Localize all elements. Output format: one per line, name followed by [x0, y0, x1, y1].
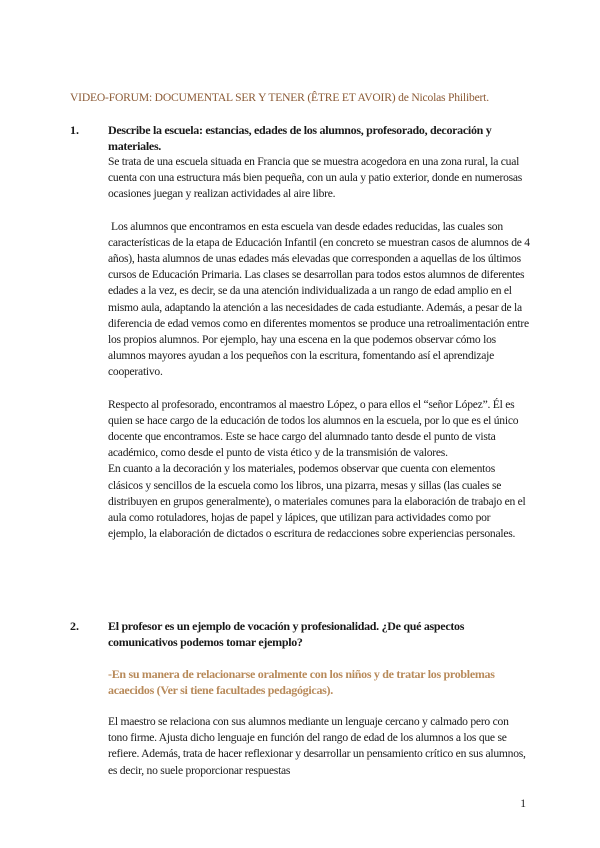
- section-1-number: 1.: [70, 123, 79, 137]
- paragraph-gap: [90, 698, 530, 714]
- section-2: [70, 618, 530, 779]
- section-1: [70, 122, 530, 542]
- document-title: VIDEO-FORUM: DOCUMENTAL SER Y TENER (ÊTRE ET AVOIR) de Nicolas Philibert.: [70, 91, 489, 104]
- section-1-paragraph-4: En cuanto a la decoración y los materiales, podemos observar que cuenta con elementos clásicos y sencillos de la escuela como los libros, una pizarra, mesas y sillas (las cuales se distribuyen en grupos generalmente), o materiales comunes para la elaboración de trabajo en el aula como rotuladores, hojas de papel y lápices, que utilizan para actividades como por ejemplo, la elaboración de dictados o escritura de redacciones sobre experiencias personales.: [108, 462, 526, 541]
- section-2-subheading: -En su manera de relacionarse oralmente con los niños y de tratar los problemas acaecidos (Ver si tiene facultades pedagógicas).: [108, 667, 495, 697]
- paragraph-gap: [90, 381, 530, 397]
- section-1-heading: Describe la escuela: estancias, edades de los alumnos, profesorado, decoración y materiales.: [108, 123, 492, 153]
- paragraph-gap: [90, 650, 530, 666]
- section-2-number: 2.: [70, 619, 79, 633]
- section-1-paragraph-3: Respecto al profesorado, encontramos al maestro López, o para ellos el “señor López”. Él es quien se hace cargo de la educación de todos los alumnos en la escuela, por lo que es el único docente que encontramos. Este se hace cargo del alumnado tanto desde el punto de vista académico, como desde el punto de vista ético y de la transmisión de valores.: [108, 397, 519, 460]
- section-1-paragraph-1: Se trata de una escuela situada en Francia que se muestra acogedora en una zona rural, la cual cuenta con una estructura más bien pequeña, con un aula y patio exterior, donde en numerosas ocasiones juegan y realizan actividades al aire libre.: [108, 155, 523, 201]
- section-2-paragraph-1: El maestro se relaciona con sus alumnos mediante un lenguaje cercano y calmado pero con tono firme. Ajusta dicho lenguaje en función del rango de edad de los alumnos a los que se refiere. Además, trata de hacer reflexionar y desarrollar un pensamiento crítico en sus alumnos, es decir, no suele proporcionar respuestas: [108, 715, 526, 777]
- section-1-paragraph-2: Los alumnos que encontramos en esta escuela van desde edades reducidas, las cuales son características de la etapa de Educación Infantil (en concreto se muestran casos de alumnos de 4 años), hasta alumnos de unas edades más elevadas que corresponden a aquellas de los últimos cursos de Educación Primaria. Las clases se desarrollan para todos estos alumnos de diferentes edades a la vez, es decir, se da una atención individualizada a un rango de edad amplio en el mismo aula, adaptando la atención a las necesidades de cada estudiante. Además, a pesar de la diferencia de edad vemos como en diferentes momentos se produce una retroalimentación entre los propios alumnos. Por ejemplo, hay una escena en la que podemos observar cómo los alumnos mayores ayudan a los pequeños con la escritura, fomentando así el aprendizaje cooperativo.: [108, 219, 530, 379]
- paragraph-gap: [90, 203, 530, 219]
- section-2-heading: El profesor es un ejemplo de vocación y profesionalidad. ¿De qué aspectos comunicativos podemos tomar ejemplo?: [108, 619, 465, 649]
- page-number: 1: [520, 797, 526, 810]
